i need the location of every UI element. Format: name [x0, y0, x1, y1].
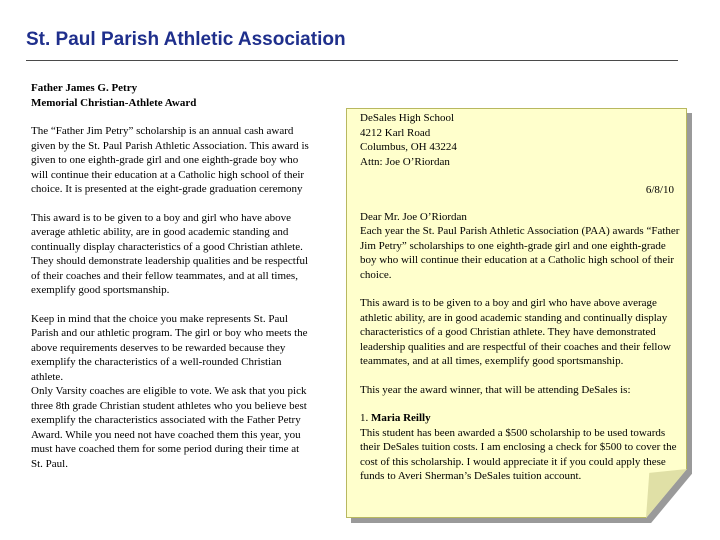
- winner-line: [360, 411, 682, 426]
- title-divider: [26, 60, 678, 61]
- award-paragraph-intro: The “Father Jim Petry” scholarship is an annual cash award given by the St. Paul Parish Athletic Association. This award is given to one eighth-grade girl and one eighth-grade boy who will continue their education at a Catholic high school of their choice. It is presented at the eight-grade graduation ceremony: [31, 125, 309, 195]
- award-paragraph-criteria: This award is to be given to a boy and girl who have above average athletic ability, are in good academic standing and continually display characteristics of a good Christian athlete. They should demonstrate leadership qualities and be respectful of their coaches and their fellow teammates, and at all times, exemplify good sportsmanship.: [31, 211, 309, 296]
- letter-salutation: Dear Mr. Joe O’Riordan: [360, 210, 467, 223]
- letter-paragraph-intro: Each year the St. Paul Parish Athletic Association (PAA) awards “Father Jim Petry” scholarships to one eighth-grade girl and one eighth-grade boy who will continue their education at a Catholic high school of their choice.: [360, 225, 680, 281]
- page-title: St. Paul Parish Athletic Association: [26, 29, 346, 50]
- address-line-attention: Attn: Joe O’Riordan: [360, 155, 450, 168]
- award-paragraph-choice: Keep in mind that the choice you make represents St. Paul Parish and our athletic program. The girl or boy who meets the above requirements deserves to be rewarded because they exemplify the characteristics of a well-rounded Christian athlete.: [31, 312, 308, 383]
- letter-content: [360, 111, 682, 484]
- letter-paragraph-criteria: This award is to be given to a boy and girl who have above average athletic ability, are in good academic standing and continually display characteristics of a good Christian athlete. They have demonstrated leadership qualities and are respectful of their coaches and their fellow teammates, and at all times, exemplify good sportsmanship.: [360, 297, 671, 367]
- letter-date: 6/8/10: [645, 184, 674, 196]
- address-line-street: 4212 Karl Road: [360, 126, 431, 139]
- address-line-school: DeSales High School: [360, 112, 455, 124]
- award-paragraph-voting: Only Varsity coaches are eligible to vote. We ask that you pick three 8th grade Christian student athletes who you believe best exemplify the characteristics associated with the Father Petry Award. While you need not have coached them this year, you must have coached them for some period during their time at St. Paul.: [31, 385, 307, 470]
- winner-name: Maria Reilly: [371, 412, 431, 424]
- letter-paragraph-scholarship: This student has been awarded a $500 scholarship to be used towards their DeSales tuition costs. I am enclosing a check for $500 to cover the cost of this scholarship. I would appreciate it if you could apply these funds to Averi Sherman’s DeSales tuition account.: [360, 426, 677, 482]
- award-heading-line2: Memorial Christian-Athlete Award: [31, 96, 197, 109]
- award-description: [31, 81, 313, 471]
- award-heading-line1: Father James G. Petry: [31, 82, 138, 94]
- letter-paragraph-winner-intro: This year the award winner, that will be attending DeSales is:: [360, 383, 631, 396]
- winner-number: 1.: [360, 412, 369, 424]
- address-line-city: Columbus, OH 43224: [360, 141, 457, 153]
